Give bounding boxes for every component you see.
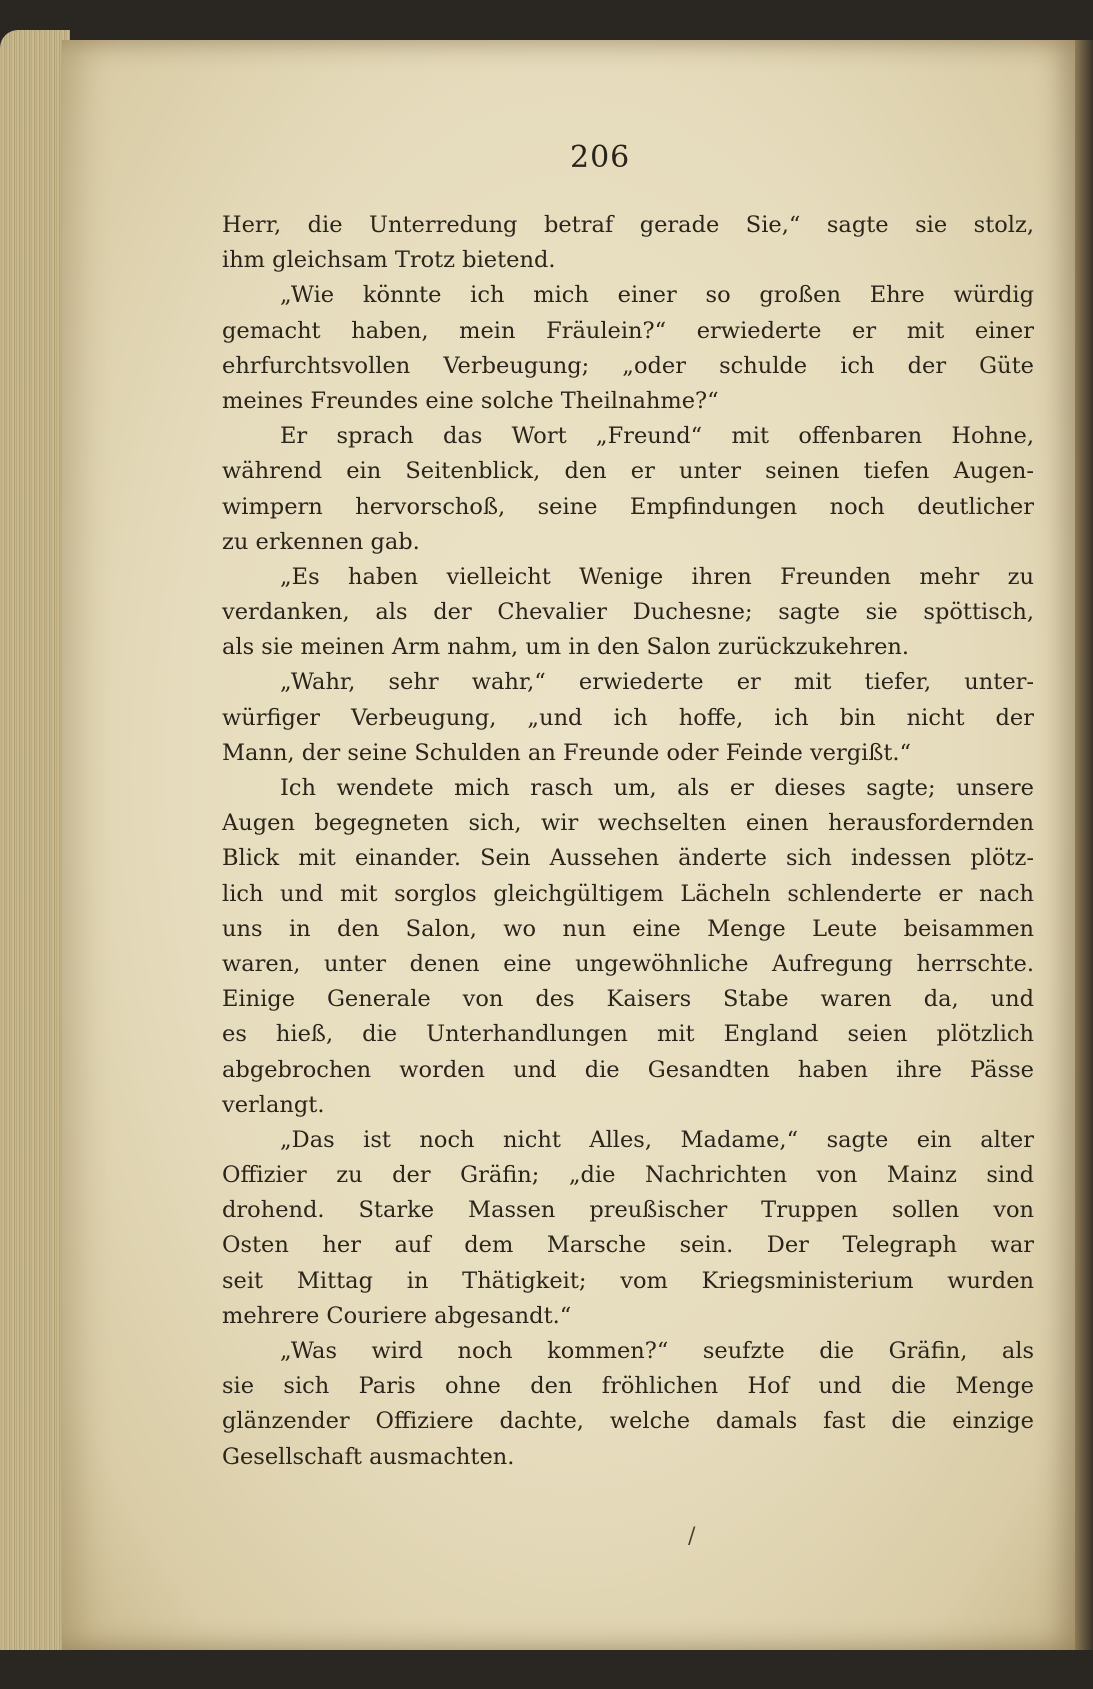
text-line: Herr, die Unterredung betraf gerade Sie,“ sagte sie stolz,	[222, 212, 1034, 238]
text-line: zu erkennen gab.	[222, 528, 420, 555]
text-line: seit Mittag in Thätigkeit; vom Kriegsministerium wurden	[222, 1267, 1034, 1294]
text-line: „Wie könnte ich mich einer so großen Ehre würdig	[280, 282, 1034, 309]
text-line: Er sprach das Wort „Freund“ mit offenbaren Hohne,	[280, 423, 1034, 450]
page-stack-edge	[0, 30, 70, 1650]
text-line: „Das ist noch nicht Alles, Madame,“ sagte ein alter	[280, 1126, 1034, 1153]
text-line: lich und mit sorglos gleichgültigem Lächeln schlenderte er nach	[222, 880, 1034, 907]
text-line: gemacht haben, mein Fräulein?“ erwiederte er mit einer	[222, 317, 1034, 344]
text-line: Ich wendete mich rasch um, als er dieses sagte; unsere	[280, 775, 1034, 801]
text-line: abgebrochen worden und die Gesandten haben ihre Pässe	[222, 1056, 1034, 1083]
text-line: Mann, der seine Schulden an Freunde oder Feinde vergißt.“	[222, 739, 912, 766]
body-text	[222, 208, 1034, 1475]
text-line: Offizier zu der Gräfin; „die Nachrichten von Mainz sind	[222, 1162, 1034, 1189]
text-line: mehrere Couriere abgesandt.“	[222, 1302, 572, 1329]
text-line: meines Freundes eine solche Theilnahme?“	[222, 387, 719, 414]
text-line: es hieß, die Unterhandlungen mit England seien plötzlich	[222, 1021, 1034, 1048]
text-line: verdanken, als der Chevalier Duchesne; sagte sie spöttisch,	[222, 599, 1034, 626]
text-line: glänzender Offiziere dachte, welche damals fast die einzige	[222, 1408, 1034, 1435]
stray-ink-mark: /	[688, 1524, 696, 1549]
text-line: drohend. Starke Massen preußischer Truppen sollen von	[222, 1197, 1034, 1224]
text-line: wimpern hervorschoß, seine Empfindungen noch deutlicher	[222, 493, 1034, 520]
text-line: uns in den Salon, wo nun eine Menge Leute beisammen	[222, 915, 1034, 942]
page-number: 206	[570, 140, 631, 175]
text-line: „Wahr, sehr wahr,“ erwiederte er mit tiefer, unter-	[280, 669, 1034, 696]
text-line: Gesellschaft ausmachten.	[222, 1443, 515, 1470]
text-line: Augen begegneten sich, wir wechselten einen herausfordernden	[222, 810, 1034, 837]
text-line: ehrfurchtsvollen Verbeugung; „oder schulde ich der Güte	[222, 352, 1034, 379]
text-line: sie sich Paris ohne den fröhlichen Hof und die Menge	[222, 1373, 1034, 1400]
text-line: Einige Generale von des Kaisers Stabe waren da, und	[222, 986, 1034, 1013]
text-line: würfiger Verbeugung, „und ich hoffe, ich bin nicht der	[222, 704, 1034, 731]
book-gutter	[1075, 40, 1093, 1650]
text-line: waren, unter denen eine ungewöhnliche Aufregung herrschte.	[222, 950, 1034, 977]
text-line: verlangt.	[222, 1091, 325, 1118]
text-line: „Es haben vielleicht Wenige ihren Freunden mehr zu	[280, 563, 1034, 590]
text-line: Osten her auf dem Marsche sein. Der Telegraph war	[222, 1232, 1034, 1259]
text-line: Blick mit einander. Sein Aussehen änderte sich indessen plötz-	[222, 845, 1034, 872]
text-line: „Was wird noch kommen?“ seufzte die Gräfin, als	[280, 1338, 1034, 1364]
text-line: während ein Seitenblick, den er unter seinen tiefen Augen-	[222, 458, 1034, 485]
text-line: als sie meinen Arm nahm, um in den Salon zurückzukehren.	[222, 634, 910, 661]
text-line: ihm gleichsam Trotz bietend.	[222, 247, 556, 274]
